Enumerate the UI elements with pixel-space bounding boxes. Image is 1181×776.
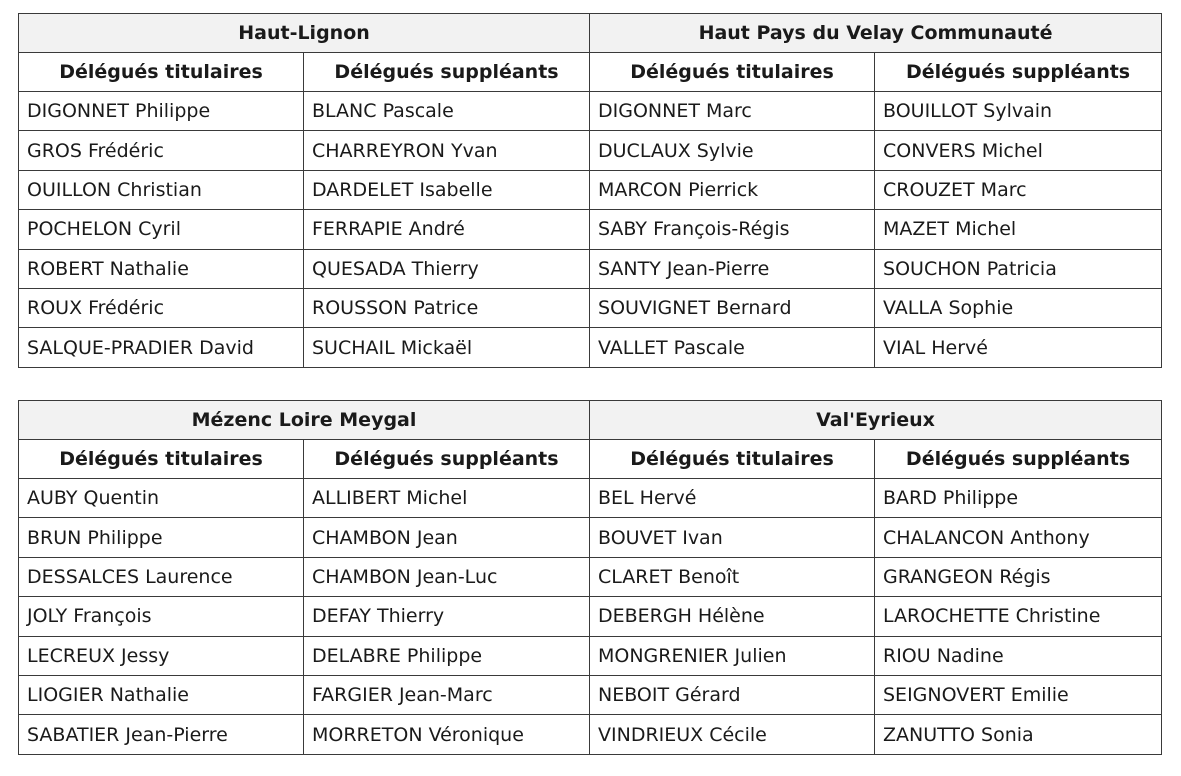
table-cell: BOUILLOT Sylvain [875,92,1162,131]
table-cell: CHARREYRON Yvan [304,131,590,170]
table-cell: DEBERGH Hélène [590,597,875,636]
table-row [19,210,1162,249]
community-header-row [19,401,1162,440]
table-row [19,675,1162,714]
community-title: Mézenc Loire Meygal [19,401,590,440]
table-cell: FARGIER Jean-Marc [304,675,590,714]
table-cell: LECREUX Jessy [19,636,304,675]
table-cell: DEFAY Thierry [304,597,590,636]
table-cell: ZANUTTO Sonia [875,715,1162,754]
table-row [19,92,1162,131]
table-cell: OUILLON Christian [19,170,304,209]
table-cell: AUBY Quentin [19,479,304,518]
table-cell: DESSALCES Laurence [19,557,304,596]
table-cell: LIOGIER Nathalie [19,675,304,714]
table-cell: CHALANCON Anthony [875,518,1162,557]
delegates-table-1 [18,13,1162,368]
table-cell: LAROCHETTE Christine [875,597,1162,636]
table-cell: SABY François-Régis [590,210,875,249]
community-title: Haut-Lignon [19,14,590,53]
table-cell: VIAL Hervé [875,328,1162,367]
table-cell: BARD Philippe [875,479,1162,518]
table-cell: ROUX Frédéric [19,288,304,327]
table-cell: BEL Hervé [590,479,875,518]
table-cell: GROS Frédéric [19,131,304,170]
column-header-row [19,440,1162,479]
table-cell: VINDRIEUX Cécile [590,715,875,754]
table-row [19,479,1162,518]
table-cell: QUESADA Thierry [304,249,590,288]
table-cell: SABATIER Jean-Pierre [19,715,304,754]
table-cell: DUCLAUX Sylvie [590,131,875,170]
table-row [19,636,1162,675]
table-cell: MAZET Michel [875,210,1162,249]
table-cell: BOUVET Ivan [590,518,875,557]
community-title: Val'Eyrieux [590,401,1162,440]
column-header: Délégués titulaires [19,53,304,92]
table-row [19,131,1162,170]
table-cell: SALQUE-PRADIER David [19,328,304,367]
table-cell: CONVERS Michel [875,131,1162,170]
table-cell: NEBOIT Gérard [590,675,875,714]
table-cell: MORRETON Véronique [304,715,590,754]
table-cell: ROUSSON Patrice [304,288,590,327]
table-cell: SEIGNOVERT Emilie [875,675,1162,714]
table-cell: MARCON Pierrick [590,170,875,209]
table-cell: SANTY Jean-Pierre [590,249,875,288]
table-row [19,328,1162,367]
column-header: Délégués titulaires [590,53,875,92]
community-header-row [19,14,1162,53]
table-cell: VALLA Sophie [875,288,1162,327]
table-row [19,518,1162,557]
table-cell: CROUZET Marc [875,170,1162,209]
table-cell: ROBERT Nathalie [19,249,304,288]
table-cell: DIGONNET Marc [590,92,875,131]
table-cell: SUCHAIL Mickaël [304,328,590,367]
table-cell: DELABRE Philippe [304,636,590,675]
table-row [19,249,1162,288]
table-cell: FERRAPIE André [304,210,590,249]
table-row [19,288,1162,327]
column-header: Délégués titulaires [590,440,875,479]
table-cell: JOLY François [19,597,304,636]
table-cell: CHAMBON Jean [304,518,590,557]
column-header: Délégués titulaires [19,440,304,479]
community-title: Haut Pays du Velay Communauté [590,14,1162,53]
table-cell: DARDELET Isabelle [304,170,590,209]
column-header: Délégués suppléants [304,440,590,479]
table-row [19,557,1162,596]
table-row [19,715,1162,754]
delegates-table-2 [18,400,1162,755]
column-header: Délégués suppléants [875,53,1162,92]
column-header-row [19,53,1162,92]
column-header: Délégués suppléants [304,53,590,92]
table-cell: GRANGEON Régis [875,557,1162,596]
table-cell: MONGRENIER Julien [590,636,875,675]
table-cell: CHAMBON Jean-Luc [304,557,590,596]
table-row [19,170,1162,209]
table-cell: BLANC Pascale [304,92,590,131]
table-cell: BRUN Philippe [19,518,304,557]
table-cell: SOUVIGNET Bernard [590,288,875,327]
table-row [19,597,1162,636]
column-header: Délégués suppléants [875,440,1162,479]
table-cell: ALLIBERT Michel [304,479,590,518]
table-cell: SOUCHON Patricia [875,249,1162,288]
table-cell: CLARET Benoît [590,557,875,596]
table-cell: POCHELON Cyril [19,210,304,249]
table-cell: RIOU Nadine [875,636,1162,675]
table-cell: VALLET Pascale [590,328,875,367]
table-cell: DIGONNET Philippe [19,92,304,131]
